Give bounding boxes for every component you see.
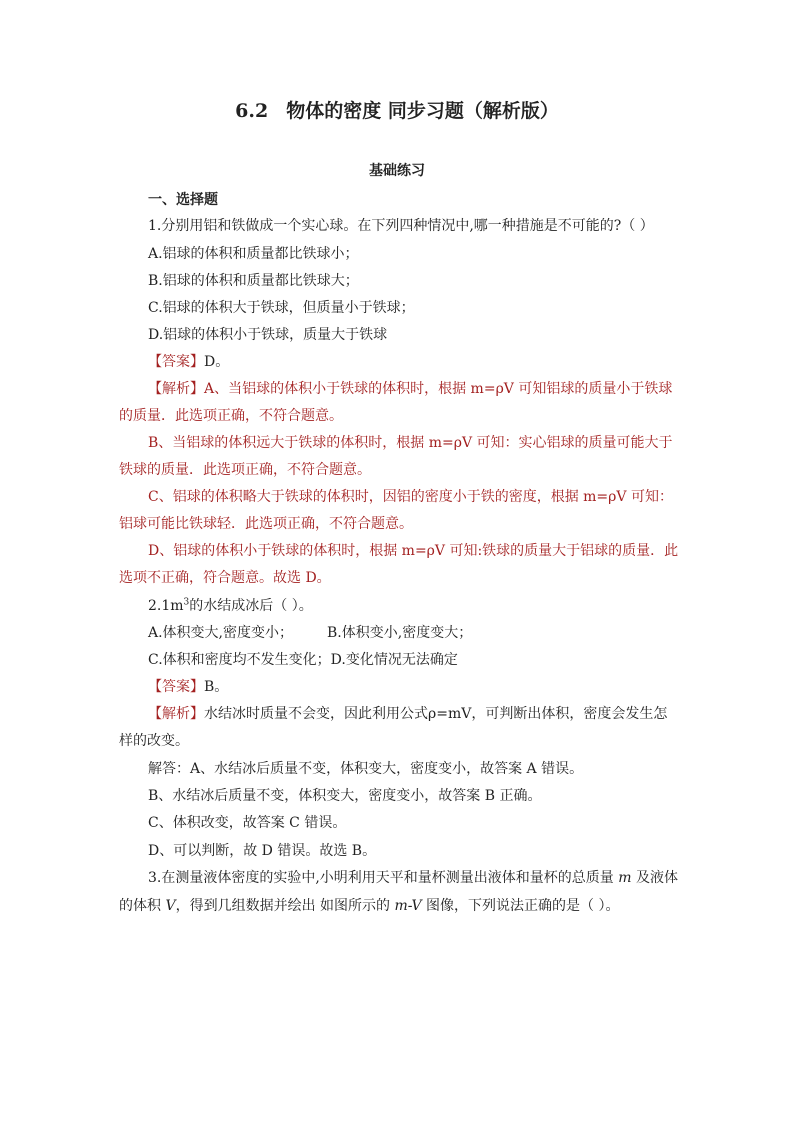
q2-solution-1: 解答：A、水结冰后质量不变，体积变大，密度变小，故答案 A 错误。	[148, 761, 584, 777]
q1-option-d: D.铝球的体积小于铁球，质量大于铁球	[148, 327, 388, 343]
title-number: 6.2	[235, 100, 269, 122]
q2-solution-3: C、体积改变，故答案 C 错误。	[148, 815, 347, 831]
q3-variable-m: m	[618, 870, 632, 886]
q2-stem	[148, 596, 313, 616]
q1-option-c: C.铝球的体积大于铁球，但质量小于铁球；	[148, 300, 415, 316]
q2-solution-2: B、水结冰后质量不变，体积变大，密度变小，故答案 B 正确。	[148, 788, 542, 804]
q2-stem-part: 2.1m	[148, 598, 184, 614]
explanation-tag: 【解析】	[148, 381, 204, 397]
answer-value: D。	[204, 354, 230, 370]
q1-answer	[148, 352, 229, 372]
q1-explanation-b1: B、当铝球的体积远大于铁球的体积时，根据 m=ρV 可知：实心铝球的质量可能大于	[148, 435, 673, 451]
answer-tag: 【答案】	[148, 679, 204, 695]
q2-option-cd: C.体积和密度均不发生变化；D.变化情况无法确定	[148, 652, 458, 668]
q3-text: 3.在测量液体密度的实验中,小明利用天平和量杯测量出液体和量杯的总质量	[148, 870, 619, 886]
q1-explanation-c1: C、铝球的体积略大于铁球的体积时，因铝的密度小于铁的密度，根据 m=ρV 可知：	[148, 489, 673, 505]
explanation-tag: 【解析】	[148, 706, 204, 722]
q1-option-b: B.铝球的体积和质量都比铁球大；	[148, 273, 359, 289]
q1-stem: 1.分别用铝和铁做成一个实心球。在下列四种情况中,哪一种措施是不可能的?（ ）	[148, 218, 654, 234]
q2-option-b: B.体积变小,密度变大；	[327, 625, 473, 641]
q2-explanation-2: 样的改变。	[119, 733, 189, 749]
q1-explanation-d1: D、铝球的体积小于铁球的体积时，根据 m=ρV 可知:铁球的质量大于铝球的质量．此	[148, 543, 679, 559]
q1-explanation-a1	[148, 379, 672, 399]
q3-text: 图像，下列说法正确的是（ ）。	[421, 898, 620, 914]
q1-option-a: A.铝球的体积和质量都比铁球小；	[148, 246, 359, 262]
q3-text: 的体积	[119, 898, 166, 914]
q3-variable-mv: m-V	[394, 898, 422, 914]
q2-stem-superscript: 3	[183, 597, 190, 608]
explanation-text: A、当铝球的体积小于铁球的体积时，根据 m=ρV 可知铝球的质量小于铁球	[204, 381, 673, 397]
title-text: 物体的密度 同步习题（解析版）	[286, 100, 559, 122]
q1-explanation-c2: 铝球可能比铁球轻．此选项正确，不符合题意。	[119, 516, 413, 532]
q2-answer	[148, 677, 228, 697]
q3-variable-v: V	[165, 898, 176, 914]
answer-value: B。	[204, 679, 229, 695]
page-title	[0, 98, 794, 124]
q1-explanation-d2: 选项不正确，符合题意。故选 D。	[119, 570, 331, 586]
explanation-text: 水结冰时质量不会变，因此利用公式ρ=mV，可判断出体积，密度会发生怎	[204, 706, 668, 722]
q2-explanation-1	[148, 704, 667, 724]
q3-text: ，得到几组数据并绘出 如图所示的	[175, 898, 395, 914]
part-heading: 一、选择题	[148, 192, 218, 208]
q3-stem-line2	[119, 896, 620, 916]
q1-explanation-a2: 的质量．此选项正确，不符合题意。	[119, 408, 343, 424]
q1-explanation-b2: 铁球的质量．此选项正确，不符合题意。	[119, 462, 371, 478]
q3-stem-line1	[148, 868, 678, 888]
q2-option-a: A.体积变大,密度变小；	[148, 625, 294, 641]
section-heading: 基础练习	[369, 163, 425, 179]
answer-tag: 【答案】	[148, 354, 204, 370]
q2-stem-part: 的水结成冰后（ ）。	[189, 598, 313, 614]
q3-text: 及液体	[631, 870, 678, 886]
q2-solution-4: D、可以判断，故 D 错误。故选 B。	[148, 843, 377, 859]
